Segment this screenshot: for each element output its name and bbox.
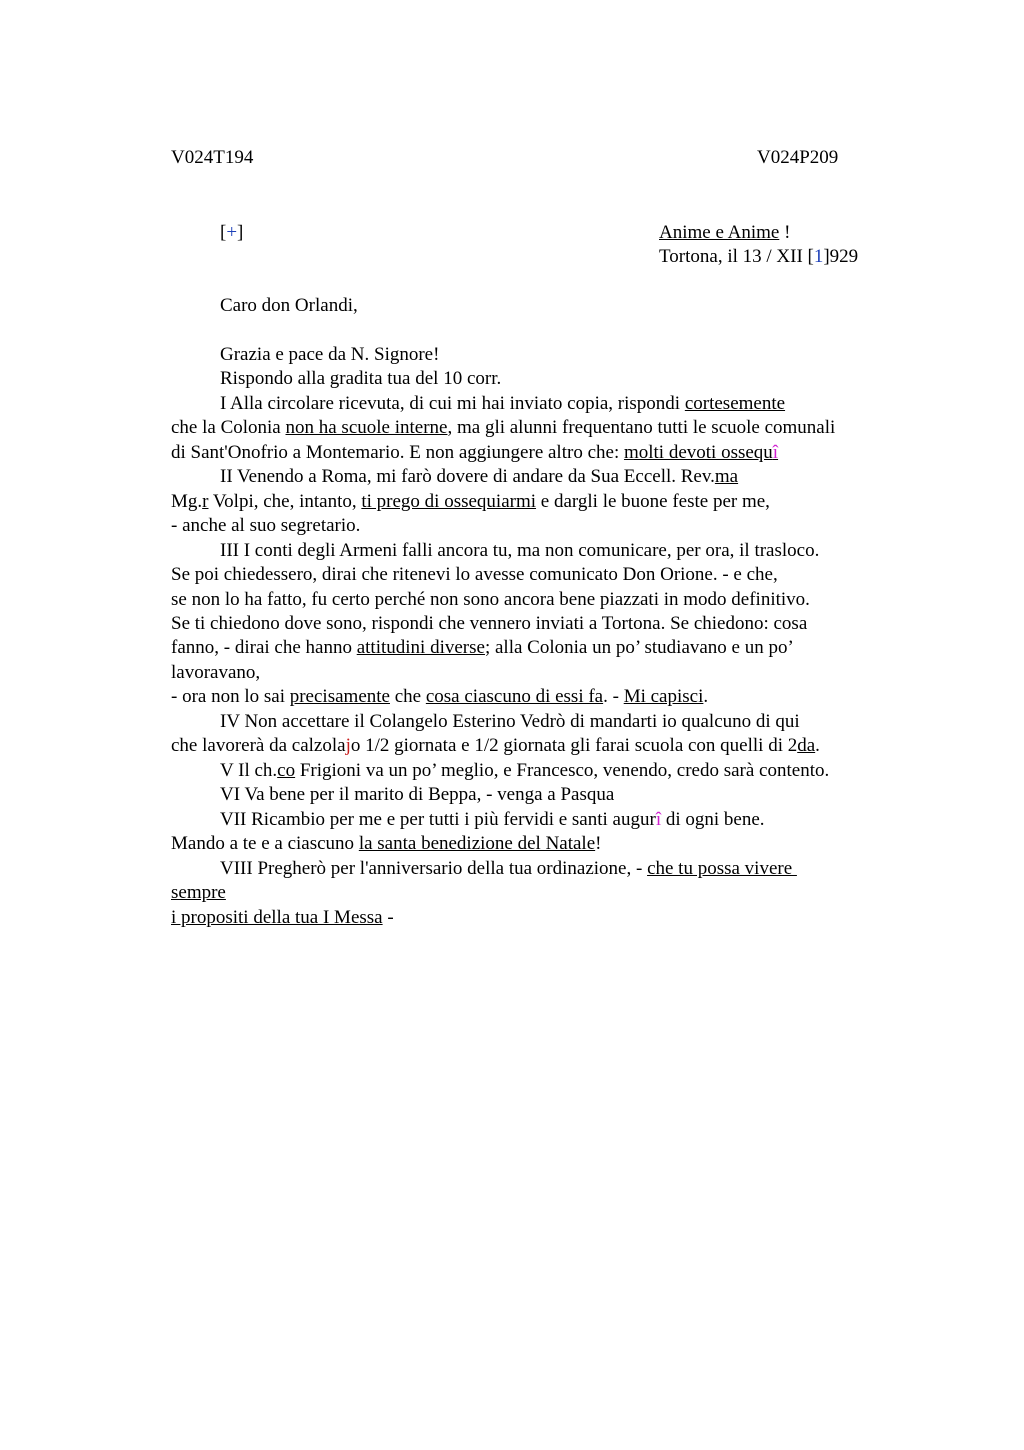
text-run: Volpi, che, intanto, xyxy=(208,491,362,512)
text-run: Mando a te e a ciascuno xyxy=(171,833,359,854)
text-run: di Sant'Onofrio a Montemario. E non aggiungere altro che: xyxy=(171,442,624,463)
text-run: VII Ricambio per me e per tutti i più fervidi e santi augur xyxy=(220,809,656,830)
salutation: Caro don Orlandi, xyxy=(220,295,358,316)
text-run: V Il ch. xyxy=(220,760,278,781)
body-line: Se poi chiedessero, dirai che ritenevi lo avesse comunicato Don Orione. - e che, xyxy=(171,564,778,585)
underlined-run: co xyxy=(277,760,296,781)
archive-code-right: V024P209 xyxy=(757,147,839,168)
underlined-run: precisamente xyxy=(289,686,390,707)
text-run: e dargli le buone feste per me, xyxy=(536,491,770,512)
letter-date xyxy=(659,245,858,269)
text-run: Mg. xyxy=(171,491,203,512)
body-line: Rispondo alla gradita tua del 10 corr. xyxy=(220,368,502,389)
letter-heading xyxy=(659,221,790,245)
body-line xyxy=(171,734,820,758)
text-run: che lavorerà da calzola xyxy=(171,735,346,756)
text-run: o 1/2 giornata e 1/2 giornata gli farai scuola con quelli di 2 xyxy=(350,735,798,756)
text-run: ; alla Colonia un po’ studiavano e un po’ xyxy=(484,637,794,658)
magenta-accent: î xyxy=(655,809,662,830)
text-run: I Alla circolare ricevuta, di cui mi hai inviato copia, rispondi xyxy=(220,393,685,414)
text-run: fanno, - dirai che hanno xyxy=(171,637,357,658)
underlined-run: Mi capisci xyxy=(623,686,704,707)
archive-code-left: V024T194 xyxy=(171,147,254,168)
body-line xyxy=(220,759,829,783)
underlined-run: che tu possa vivere xyxy=(647,858,797,879)
underlined-run: non ha scuole interne xyxy=(285,417,448,438)
underlined-run: cortesemente xyxy=(684,393,786,414)
body-line xyxy=(171,685,708,709)
text-run: . xyxy=(703,686,709,707)
cross-close-bracket: ] xyxy=(237,222,244,243)
body-line: se non lo ha fatto, fu certo perché non sono ancora bene piazzati in modo definitivo. xyxy=(171,589,810,610)
underlined-run: da xyxy=(797,735,816,756)
text-run: II Venendo a Roma, mi farò dovere di andare da Sua Eccell. Rev. xyxy=(220,466,715,487)
body-line: III I conti degli Armeni falli ancora tu, ma non comunicare, per ora, il trasloco. xyxy=(220,540,820,561)
heading-title: Anime e Anime xyxy=(659,222,780,243)
underlined-run: la santa benedizione del Natale xyxy=(358,833,596,854)
text-run: . xyxy=(815,735,820,756)
body-line xyxy=(220,857,797,881)
cross-open-bracket: [ xyxy=(220,222,227,243)
body-line: IV Non accettare il Colangelo Esterino Vedrò di mandarti io qualcuno di qui xyxy=(220,711,800,732)
text-run: , ma gli alunni frequentano tutti le scuole comunali xyxy=(447,417,836,438)
body-line xyxy=(171,441,778,465)
body-line xyxy=(220,808,765,832)
text-run: ! xyxy=(595,833,602,854)
underlined-run: ma xyxy=(714,466,739,487)
text-run: che xyxy=(389,686,426,707)
text-run: VIII Pregherò per l'anniversario della tua ordinazione, - xyxy=(220,858,648,879)
underlined-run: i propositi della tua I Messa xyxy=(171,907,383,928)
body-line: - anche al suo segretario. xyxy=(171,515,361,536)
body-line xyxy=(171,832,601,856)
text-run: - ora non lo sai xyxy=(171,686,290,707)
text-run: molti devoti ossequ xyxy=(623,442,773,463)
underlined-run xyxy=(624,442,778,463)
underlined-run: cosa ciascuno di essi fa xyxy=(425,686,604,707)
underlined-run: r xyxy=(202,491,209,512)
body-line: lavoravano, xyxy=(171,662,261,683)
cross-mark xyxy=(220,221,243,245)
cross-symbol: + xyxy=(226,222,238,243)
body-line: VI Va bene per il marito di Beppa, - venga a Pasqua xyxy=(220,784,615,805)
body-line xyxy=(171,490,770,514)
text-run: che la Colonia xyxy=(171,417,286,438)
underlined-run: attitudini diverse xyxy=(356,637,485,658)
red-accent: j xyxy=(345,735,351,756)
text-run: . - xyxy=(603,686,624,707)
body-line: Grazia e pace da N. Signore! xyxy=(220,344,440,365)
body-line xyxy=(171,881,226,905)
body-line xyxy=(171,416,835,440)
body-line xyxy=(220,465,738,489)
body-line xyxy=(220,392,785,416)
magenta-accent: î xyxy=(772,442,779,463)
date-post: ]929 xyxy=(823,246,859,267)
text-run: Frigioni va un po’ meglio, e Francesco, venendo, credo sarà contento. xyxy=(295,760,830,781)
text-run: - xyxy=(382,907,394,928)
date-bracket-digit: 1 xyxy=(813,246,824,267)
heading-tail: ! xyxy=(779,222,791,243)
text-run: di ogni bene. xyxy=(661,809,765,830)
body-line xyxy=(171,906,394,930)
body-line: Se ti chiedono dove sono, rispondi che vennero inviati a Tortona. Se chiedono: cosa xyxy=(171,613,808,634)
underlined-run: ti prego di ossequiarmi xyxy=(361,491,537,512)
underlined-run: sempre xyxy=(171,882,226,903)
date-pre: Tortona, il 13 / XII [ xyxy=(659,246,814,267)
body-line xyxy=(171,636,794,660)
